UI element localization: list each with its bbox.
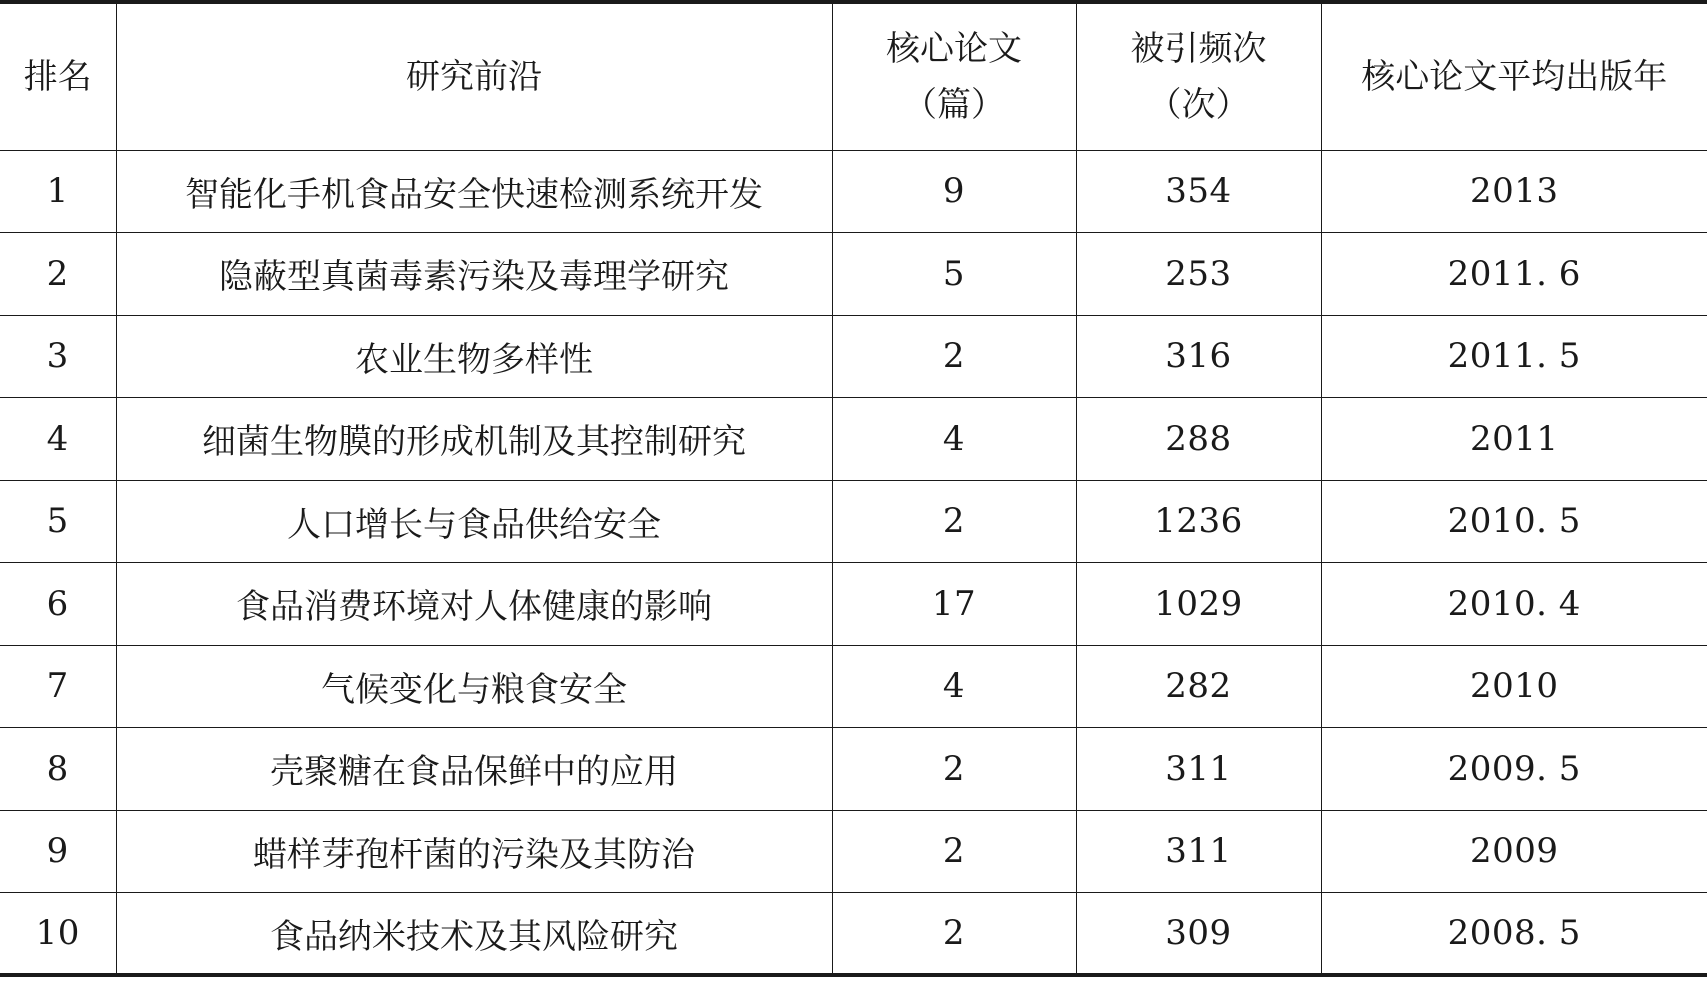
- cell-cites: 253: [1076, 233, 1321, 316]
- cell-cites: 311: [1076, 810, 1321, 893]
- table-row: [0, 150, 1707, 233]
- table-row: [0, 398, 1707, 481]
- header-rank: 排名: [0, 2, 116, 150]
- cell-year: 2008. 5: [1321, 893, 1707, 976]
- cell-rank: 7: [0, 645, 116, 728]
- header-year: 核心论文平均出版年: [1321, 2, 1707, 150]
- cell-rank: 1: [0, 150, 116, 233]
- cell-papers: 5: [832, 233, 1076, 316]
- cell-papers: 2: [832, 315, 1076, 398]
- cell-papers: 9: [832, 150, 1076, 233]
- table-body: [0, 150, 1707, 975]
- header-row: [0, 2, 1707, 150]
- cell-papers: 2: [832, 810, 1076, 893]
- cell-topic: 农业生物多样性: [116, 315, 832, 398]
- header-cites-line1: 被引频次: [1130, 28, 1267, 69]
- table-row: [0, 810, 1707, 893]
- cell-cites: 309: [1076, 893, 1321, 976]
- cell-year: 2011. 5: [1321, 315, 1707, 398]
- cell-cites: 288: [1076, 398, 1321, 481]
- cell-rank: 9: [0, 810, 116, 893]
- table-row: [0, 480, 1707, 563]
- cell-cites: 1029: [1076, 563, 1321, 646]
- cell-cites: 354: [1076, 150, 1321, 233]
- cell-cites: 1236: [1076, 480, 1321, 563]
- cell-rank: 2: [0, 233, 116, 316]
- table-row: [0, 893, 1707, 976]
- header-topic: 研究前沿: [116, 2, 832, 150]
- cell-papers: 17: [832, 563, 1076, 646]
- header-cites: [1076, 2, 1321, 150]
- table-header: [0, 2, 1707, 150]
- cell-year: 2009: [1321, 810, 1707, 893]
- table-row: [0, 728, 1707, 811]
- table-row: [0, 233, 1707, 316]
- cell-year: 2013: [1321, 150, 1707, 233]
- cell-papers: 2: [832, 480, 1076, 563]
- cell-topic: 人口增长与食品供给安全: [116, 480, 832, 563]
- header-papers-line2: （篇）: [903, 84, 1005, 125]
- table-row: [0, 563, 1707, 646]
- cell-cites: 316: [1076, 315, 1321, 398]
- cell-rank: 10: [0, 893, 116, 976]
- cell-cites: 282: [1076, 645, 1321, 728]
- cell-year: 2009. 5: [1321, 728, 1707, 811]
- cell-topic: 智能化手机食品安全快速检测系统开发: [116, 150, 832, 233]
- cell-year: 2011: [1321, 398, 1707, 481]
- cell-rank: 6: [0, 563, 116, 646]
- cell-papers: 2: [832, 893, 1076, 976]
- cell-rank: 5: [0, 480, 116, 563]
- header-papers: [832, 2, 1076, 150]
- cell-year: 2010: [1321, 645, 1707, 728]
- cell-topic: 蜡样芽孢杆菌的污染及其防治: [116, 810, 832, 893]
- header-papers-line1: 核心论文: [886, 28, 1022, 69]
- cell-cites: 311: [1076, 728, 1321, 811]
- cell-rank: 4: [0, 398, 116, 481]
- cell-papers: 4: [832, 645, 1076, 728]
- cell-year: 2010. 4: [1321, 563, 1707, 646]
- cell-topic: 食品消费环境对人体健康的影响: [116, 563, 832, 646]
- cell-topic: 气候变化与粮食安全: [116, 645, 832, 728]
- header-cites-line2: （次）: [1147, 84, 1250, 125]
- cell-papers: 4: [832, 398, 1076, 481]
- cell-papers: 2: [832, 728, 1076, 811]
- table-row: [0, 645, 1707, 728]
- cell-topic: 隐蔽型真菌毒素污染及毒理学研究: [116, 233, 832, 316]
- cell-topic: 食品纳米技术及其风险研究: [116, 893, 832, 976]
- cell-rank: 3: [0, 315, 116, 398]
- cell-year: 2011. 6: [1321, 233, 1707, 316]
- cell-topic: 细菌生物膜的形成机制及其控制研究: [116, 398, 832, 481]
- table-row: [0, 315, 1707, 398]
- cell-rank: 8: [0, 728, 116, 811]
- cell-year: 2010. 5: [1321, 480, 1707, 563]
- cell-topic: 壳聚糖在食品保鲜中的应用: [116, 728, 832, 811]
